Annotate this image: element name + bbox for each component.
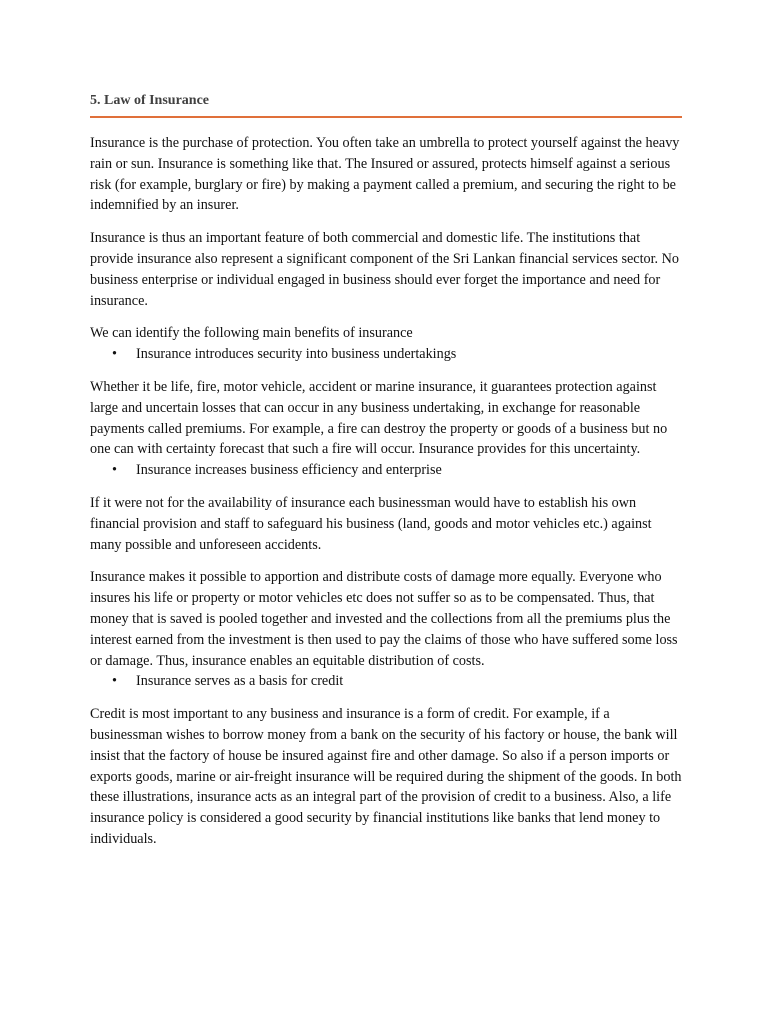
bullet-text: Insurance serves as a basis for credit xyxy=(136,673,344,690)
section-heading: 5. Law of Insurance xyxy=(90,92,682,118)
document-page xyxy=(90,92,682,850)
bullet-icon: • xyxy=(112,462,117,479)
bullet-icon: • xyxy=(112,673,117,690)
paragraph-credit: Credit is most important to any business and insurance is a form of credit. For example, if a businessman wishes to borrow money from a bank on the security of his factory or house, the bank will insist that the factory of house be insured against fire and other damage. So also if a person imports or exports goods, marine or air-freight insurance will be required during the shipment of the goods. In both these illustrations, insurance acts as an integral part of the provision of credit to a business. Also, a life insurance policy is considered a good security by financial institutions like banks that lend money to individuals. xyxy=(90,706,682,847)
bullet-item-credit xyxy=(90,671,682,692)
bullet-text: Insurance introduces security into business undertakings xyxy=(136,346,457,363)
paragraph-definition: Insurance is the purchase of protection. You often take an umbrella to protect yourself against the heavy rain or sun. Insurance is something like that. The Insured or assured, protects himself against a serious risk (for example, burglary or fire) by making a payment called a premium, and securing the right to be indemnified by an insurer. xyxy=(90,135,680,214)
bullet-item-efficiency xyxy=(90,460,682,481)
paragraph-efficiency: If it were not for the availability of insurance each businessman would have to establish his own financial provision and staff to safeguard his business (land, goods and motor vehicles etc.) against many possible and unforeseen accidents. xyxy=(90,494,652,553)
paragraph-benefits-intro: We can identify the following main benefits of insurance xyxy=(90,325,413,342)
paragraph-security: Whether it be life, fire, motor vehicle, accident or marine insurance, it guarantees protection against large and uncertain losses that can occur in any business undertaking, in exchange for reasonable payments called premiums. For example, a fire can destroy the property or goods of a business but no one can with certainty forecast that such a fire will occur. Insurance provides for this uncertainty. xyxy=(90,378,668,458)
paragraph-cost-distribution: Insurance makes it possible to apportion and distribute costs of damage more equally. Everyone who insures his life or property or motor vehicles etc does not suffer so as to be compensated. Thus, that money that is saved is pooled together and invested and the collections from all the premiums plus the interest earned from the investment is then used to pay the claims of those who have suffered some loss or damage. Thus, insurance enables an equitable distribution of costs. xyxy=(90,569,678,669)
bullet-icon: • xyxy=(112,346,117,363)
bullet-text: Insurance increases business efficiency and enterprise xyxy=(136,462,442,479)
paragraph-importance: Insurance is thus an important feature of both commercial and domestic life. The institutions that provide insurance also represent a significant component of the Sri Lankan financial services sector. No business enterprise or individual engaged in business should ever forget the importance and need for insurance. xyxy=(90,230,679,309)
bullet-item-security xyxy=(90,344,682,365)
